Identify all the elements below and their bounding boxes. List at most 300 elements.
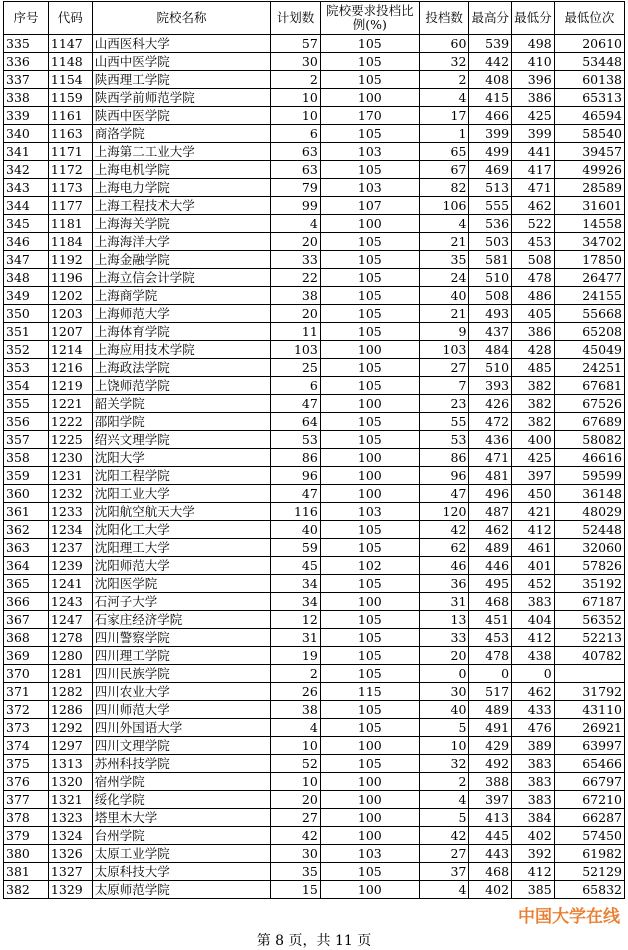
table-cell: 337 [4,71,49,89]
table-cell: 上海师范大学 [92,305,271,323]
table-cell: 22 [271,269,321,287]
table-cell: 484 [469,341,512,359]
table-row [4,233,625,251]
table-cell: 96 [271,467,321,485]
table-cell: 100 [320,791,419,809]
table-cell: 65208 [554,323,624,341]
table-row [4,557,625,575]
table-cell: 86 [271,449,321,467]
table-cell: 412 [512,629,555,647]
header-cell: 投档数 [419,2,469,35]
table-cell: 上海工程技术大学 [92,197,271,215]
table-cell: 478 [469,647,512,665]
table-cell: 1196 [48,269,92,287]
table-cell: 67187 [554,593,624,611]
table-cell: 100 [320,395,419,413]
table-cell: 388 [469,773,512,791]
table-cell: 372 [4,701,49,719]
table-cell: 100 [320,89,419,107]
table-cell: 343 [4,179,49,197]
table-cell: 35192 [554,575,624,593]
table-cell: 400 [512,431,555,449]
table-cell: 383 [512,755,555,773]
table-cell: 1243 [48,593,92,611]
table-cell: 371 [4,683,49,701]
table-cell: 5 [419,809,469,827]
table-cell: 19 [271,647,321,665]
table-cell: 345 [4,215,49,233]
table-cell: 58082 [554,431,624,449]
table-cell: 508 [512,251,555,269]
table-cell: 428 [512,341,555,359]
table-cell: 商洛学院 [92,125,271,143]
table-cell: 17 [419,107,469,125]
table-cell: 105 [320,125,419,143]
table-cell: 4 [419,215,469,233]
table-cell: 33 [419,629,469,647]
table-row [4,737,625,755]
table-cell: 105 [320,539,419,557]
table-cell: 四川民族学院 [92,665,271,683]
table-cell: 12 [271,611,321,629]
table-cell: 1181 [48,215,92,233]
table-cell: 1320 [48,773,92,791]
table-cell: 1278 [48,629,92,647]
table-cell: 105 [320,611,419,629]
table-cell: 342 [4,161,49,179]
table-cell: 24 [419,269,469,287]
table-row [4,449,625,467]
table-cell [554,665,624,683]
table-cell: 上海金融学院 [92,251,271,269]
table-cell: 471 [469,449,512,467]
table-cell: 105 [320,377,419,395]
table-cell: 63 [271,161,321,179]
table-cell: 105 [320,701,419,719]
table-row [4,575,625,593]
table-cell: 63 [271,143,321,161]
table-cell: 30 [271,53,321,71]
table-cell: 450 [512,485,555,503]
table-cell: 489 [469,701,512,719]
table-cell: 1 [419,125,469,143]
table-cell: 446 [469,557,512,575]
table-cell: 13 [419,611,469,629]
table-cell: 1297 [48,737,92,755]
table-cell: 441 [512,143,555,161]
table-cell: 67689 [554,413,624,431]
table-cell: 105 [320,521,419,539]
table-row [4,71,625,89]
table-cell: 468 [469,593,512,611]
table-cell: 105 [320,413,419,431]
table-cell: 山西医科大学 [92,35,271,53]
table-row [4,431,625,449]
table-cell: 1207 [48,323,92,341]
table-cell: 58540 [554,125,624,143]
table-cell: 10 [419,737,469,755]
table-cell: 1216 [48,359,92,377]
table-cell: 52 [271,755,321,773]
table-cell: 426 [469,395,512,413]
table-cell: 536 [469,215,512,233]
table-cell: 380 [4,845,49,863]
table-cell: 100 [320,449,419,467]
table-cell: 33 [271,251,321,269]
table-row [4,341,625,359]
table-cell: 24155 [554,287,624,305]
table-cell: 339 [4,107,49,125]
table-cell: 0 [469,665,512,683]
header-cell: 最低分 [512,2,555,35]
table-cell: 386 [512,89,555,107]
table-cell: 27 [419,845,469,863]
table-row [4,593,625,611]
table-cell: 1147 [48,35,92,53]
table-cell: 508 [469,287,512,305]
table-cell: 389 [512,737,555,755]
table-cell: 1313 [48,755,92,773]
table-cell: 65313 [554,89,624,107]
table-cell: 1233 [48,503,92,521]
table-cell: 352 [4,341,49,359]
table-cell: 102 [320,557,419,575]
table-cell: 1324 [48,827,92,845]
table-cell: 四川师范大学 [92,701,271,719]
table-cell: 105 [320,665,419,683]
table-row [4,809,625,827]
table-cell: 1202 [48,287,92,305]
table-cell: 55 [419,413,469,431]
table-cell: 1234 [48,521,92,539]
table-cell: 47 [271,485,321,503]
table-row [4,539,625,557]
table-cell: 392 [512,845,555,863]
table-cell: 105 [320,863,419,881]
table-cell: 53 [271,431,321,449]
table-cell: 塔里木大学 [92,809,271,827]
table-cell: 63997 [554,737,624,755]
table-cell: 太原科技大学 [92,863,271,881]
table-cell: 442 [469,53,512,71]
table-cell: 404 [512,611,555,629]
table-cell: 461 [512,539,555,557]
table-cell: 355 [4,395,49,413]
table-cell: 383 [512,791,555,809]
table-row [4,647,625,665]
table-cell: 1177 [48,197,92,215]
table-cell: 348 [4,269,49,287]
table-cell: 413 [469,809,512,827]
table-cell: 472 [469,413,512,431]
table-cell: 79 [271,179,321,197]
table-cell: 石家庄经济学院 [92,611,271,629]
table-cell: 沈阳理工大学 [92,539,271,557]
table-cell: 438 [512,647,555,665]
table-cell: 433 [512,701,555,719]
table-row [4,683,625,701]
header-cell: 最低位次 [554,2,624,35]
table-row [4,197,625,215]
table-cell: 366 [4,593,49,611]
table-cell: 宿州学院 [92,773,271,791]
table-cell: 上海第二工业大学 [92,143,271,161]
table-row [4,359,625,377]
table-cell: 468 [469,863,512,881]
table-cell: 47 [419,485,469,503]
table-cell: 1326 [48,845,92,863]
table-cell: 31 [419,593,469,611]
table-cell: 45049 [554,341,624,359]
table-cell: 120 [419,503,469,521]
table-cell: 沈阳工业大学 [92,485,271,503]
table-cell: 陕西中医学院 [92,107,271,125]
table-cell: 513 [469,179,512,197]
table-cell: 66287 [554,809,624,827]
table-cell: 4 [271,215,321,233]
table-cell: 24251 [554,359,624,377]
table-cell: 65832 [554,881,624,899]
table-cell: 1222 [48,413,92,431]
table-cell: 436 [469,431,512,449]
table-cell: 421 [512,503,555,521]
table-cell: 495 [469,575,512,593]
table-cell: 105 [320,161,419,179]
table-cell: 34 [271,575,321,593]
table-cell: 1163 [48,125,92,143]
header-cell: 代码 [48,2,92,35]
table-cell: 山西中医学院 [92,53,271,71]
table-cell: 1225 [48,431,92,449]
table-row [4,179,625,197]
table-row [4,395,625,413]
table-cell: 2 [271,71,321,89]
table-cell: 443 [469,845,512,863]
table-cell: 40782 [554,647,624,665]
table-cell: 1282 [48,683,92,701]
table-cell: 364 [4,557,49,575]
table-cell: 425 [512,107,555,125]
table-cell: 105 [320,647,419,665]
table-cell: 103 [320,845,419,863]
table-cell: 346 [4,233,49,251]
table-row [4,755,625,773]
table-cell: 1321 [48,791,92,809]
table-cell: 四川理工学院 [92,647,271,665]
table-cell: 57450 [554,827,624,845]
table-cell: 31 [271,629,321,647]
table-cell: 412 [512,863,555,881]
table-cell: 453 [512,233,555,251]
header-cell: 最高分 [469,2,512,35]
table-cell: 402 [512,827,555,845]
table-cell: 103 [320,179,419,197]
table-cell: 上海海关学院 [92,215,271,233]
table-cell: 2 [271,665,321,683]
table-row [4,701,625,719]
table-row [4,863,625,881]
table-cell: 35 [419,251,469,269]
table-row [4,323,625,341]
table-cell: 太原工业学院 [92,845,271,863]
table-cell: 107 [320,197,419,215]
table-row [4,143,625,161]
table-cell: 377 [4,791,49,809]
table-cell: 1172 [48,161,92,179]
table-cell: 10 [271,773,321,791]
table-cell: 59599 [554,467,624,485]
table-cell: 105 [320,269,419,287]
table-cell: 344 [4,197,49,215]
table-cell: 47 [271,395,321,413]
table-cell: 499 [469,143,512,161]
table-cell: 46594 [554,107,624,125]
table-cell: 347 [4,251,49,269]
page-footer: 第 8 页，共 11 页 [256,933,372,949]
table-cell: 31792 [554,683,624,701]
table-row [4,485,625,503]
table-cell: 1232 [48,485,92,503]
table-cell: 36148 [554,485,624,503]
table-cell: 台州学院 [92,827,271,845]
table-cell: 55668 [554,305,624,323]
header-cell: 院校要求投档比例(%) [320,2,419,35]
table-cell: 365 [4,575,49,593]
table-cell: 绥化学院 [92,791,271,809]
table-cell: 466 [469,107,512,125]
table-cell: 52129 [554,863,624,881]
table-cell: 1214 [48,341,92,359]
table-cell: 15 [271,881,321,899]
table-cell: 1237 [48,539,92,557]
table-cell: 487 [469,503,512,521]
table-cell: 60 [419,35,469,53]
table-cell: 510 [469,269,512,287]
table-cell: 437 [469,323,512,341]
table-cell: 65 [419,143,469,161]
table-cell: 103 [419,341,469,359]
table-cell: 62 [419,539,469,557]
table-row [4,161,625,179]
table-cell: 489 [469,539,512,557]
table-cell: 26 [271,683,321,701]
table-cell: 103 [320,143,419,161]
table-cell: 462 [512,683,555,701]
table-cell: 493 [469,305,512,323]
table-cell: 1221 [48,395,92,413]
table-row [4,377,625,395]
table-cell: 67526 [554,395,624,413]
table-cell: 1219 [48,377,92,395]
table-cell: 357 [4,431,49,449]
table-cell: 石河子大学 [92,593,271,611]
table-row [4,53,625,71]
table-cell: 1280 [48,647,92,665]
table-cell: 42 [419,521,469,539]
table-row [4,305,625,323]
table-cell: 1171 [48,143,92,161]
table-cell: 27 [419,359,469,377]
table-cell: 4 [419,89,469,107]
table-cell: 358 [4,449,49,467]
table-cell: 103 [271,341,321,359]
table-row [4,827,625,845]
table-cell: 410 [512,53,555,71]
table-cell: 1292 [48,719,92,737]
table-cell: 99 [271,197,321,215]
table-cell: 4 [271,719,321,737]
table-cell: 韶关学院 [92,395,271,413]
table-cell: 32 [419,53,469,71]
table-cell: 37 [419,863,469,881]
table-row [4,629,625,647]
table-cell: 491 [469,719,512,737]
table-cell: 1329 [48,881,92,899]
table-cell: 361 [4,503,49,521]
table-cell: 2 [419,773,469,791]
table-cell: 46 [419,557,469,575]
table-cell: 100 [320,485,419,503]
table-cell: 52448 [554,521,624,539]
table-cell: 1173 [48,179,92,197]
table-cell: 382 [4,881,49,899]
table-cell: 1286 [48,701,92,719]
table-row [4,215,625,233]
table-cell: 335 [4,35,49,53]
table-cell: 陕西理工学院 [92,71,271,89]
table-cell: 376 [4,773,49,791]
table-cell: 492 [469,755,512,773]
table-cell: 96 [419,467,469,485]
table-row [4,719,625,737]
table-cell: 40 [271,521,321,539]
table-cell: 1230 [48,449,92,467]
table-cell: 105 [320,431,419,449]
table-cell: 485 [512,359,555,377]
table-cell: 503 [469,233,512,251]
table-cell: 100 [320,773,419,791]
table-cell: 370 [4,665,49,683]
table-cell: 1241 [48,575,92,593]
table-cell: 1161 [48,107,92,125]
table-cell: 341 [4,143,49,161]
table-cell: 46616 [554,449,624,467]
table-cell: 64 [271,413,321,431]
table-cell: 397 [512,467,555,485]
table-cell: 386 [512,323,555,341]
table-cell: 478 [512,269,555,287]
table-cell: 396 [512,71,555,89]
table-cell: 9 [419,323,469,341]
table-cell: 38 [271,701,321,719]
table-cell: 上海海洋大学 [92,233,271,251]
table-cell: 32 [419,755,469,773]
table-cell: 100 [320,809,419,827]
table-cell: 1231 [48,467,92,485]
table-cell: 0 [419,665,469,683]
header-cell: 序号 [4,2,49,35]
table-cell: 385 [512,881,555,899]
table-cell: 401 [512,557,555,575]
table-cell: 408 [469,71,512,89]
table-cell: 20 [271,233,321,251]
table-cell: 555 [469,197,512,215]
table-cell: 沈阳航空航天大学 [92,503,271,521]
table-cell: 105 [320,755,419,773]
table-cell: 375 [4,755,49,773]
table-row [4,269,625,287]
table-row [4,125,625,143]
